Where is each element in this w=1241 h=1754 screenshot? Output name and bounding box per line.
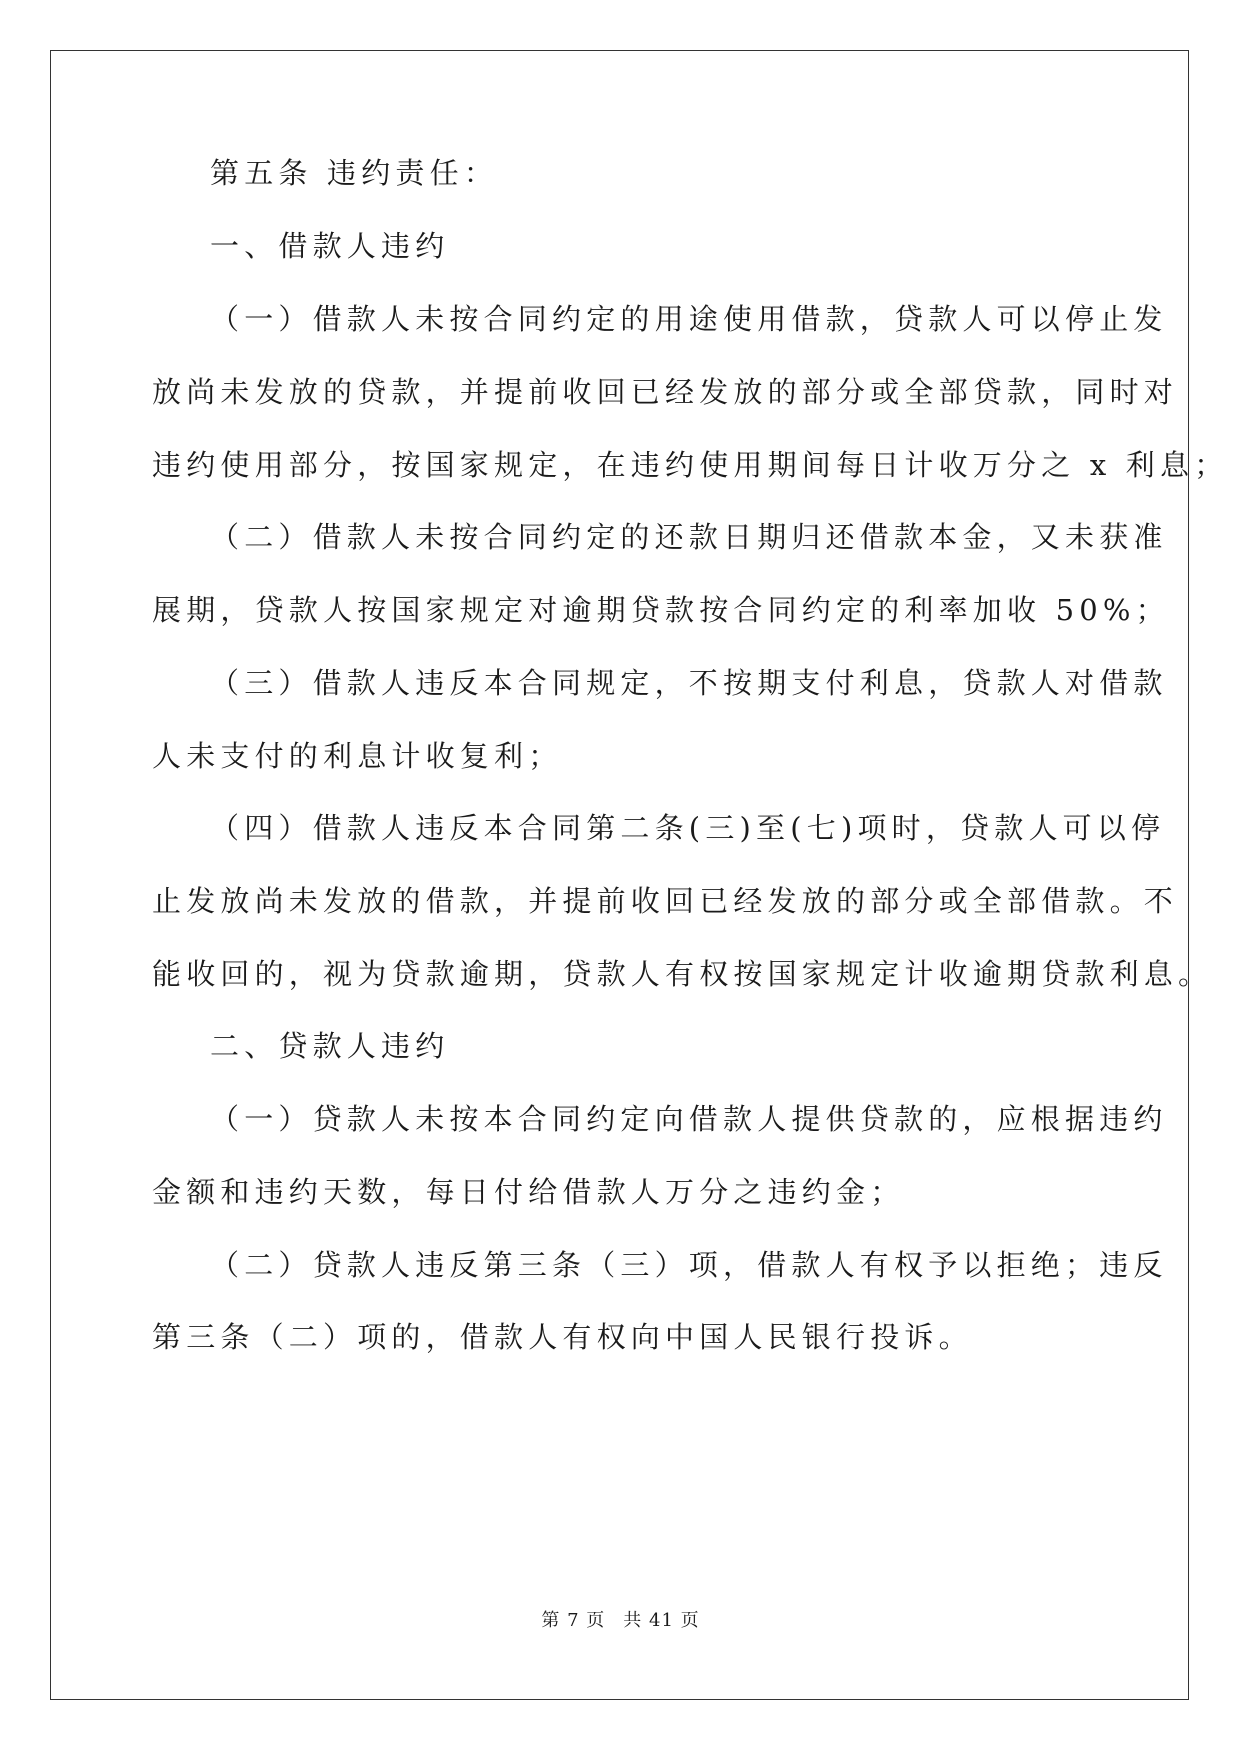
page-number-total: 共 41 页 (623, 1610, 700, 1631)
paragraph-line: （一）贷款人未按本合同约定向借款人提供贷款的，应根据违约 (210, 1102, 1168, 1136)
page-number-current: 第 7 页 (541, 1610, 606, 1631)
page-footer (0, 1609, 1241, 1633)
paragraph-line: 放尚未发放的贷款，并提前收回已经发放的部分或全部贷款，同时对 (152, 375, 1179, 409)
paragraph-line: 人未支付的利息计收复利； (152, 739, 563, 773)
paragraph-line: （四）借款人违反本合同第二条(三)至(七)项时，贷款人可以停 (210, 811, 1166, 845)
paragraph-line: （三）借款人违反本合同规定，不按期支付利息，贷款人对借款 (210, 666, 1168, 700)
paragraph-line: （二）借款人未按合同约定的还款日期归还借款本金，又未获准 (210, 520, 1168, 554)
paragraph-line: 违约使用部分，按国家规定，在违约使用期间每日计收万分之 x 利息； (152, 448, 1229, 482)
page-border (50, 50, 1229, 1700)
paragraph-line: （二）贷款人违反第三条（三）项，借款人有权予以拒绝；违反 (210, 1248, 1168, 1282)
article-heading: 第五条 违约责任： (210, 156, 499, 190)
paragraph-line: 能收回的，视为贷款逾期，贷款人有权按国家规定计收逾期贷款利息。 (152, 957, 1213, 991)
paragraph-line: 展期，贷款人按国家规定对逾期贷款按合同约定的利率加收 50%； (152, 593, 1170, 627)
paragraph-line: 金额和违约天数，每日付给借款人万分之违约金； (152, 1175, 905, 1209)
paragraph-line: 第三条（二）项的，借款人有权向中国人民银行投诉。 (152, 1320, 973, 1354)
section-heading-borrower-default: 一、借款人违约 (210, 229, 450, 263)
paragraph-line: （一）借款人未按合同约定的用途使用借款，贷款人可以停止发 (210, 302, 1168, 336)
paragraph-line: 止发放尚未发放的借款，并提前收回已经发放的部分或全部借款。不 (152, 884, 1179, 918)
section-heading-lender-default: 二、贷款人违约 (210, 1029, 450, 1063)
